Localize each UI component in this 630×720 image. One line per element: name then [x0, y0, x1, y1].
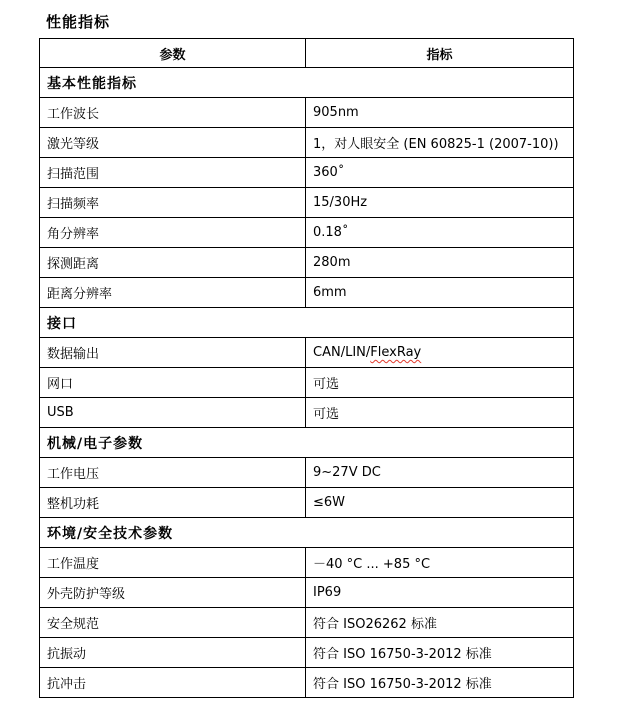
- param-cell: 距离分辨率: [40, 278, 306, 308]
- table-row: [40, 398, 574, 428]
- value-cell: 905nm: [306, 98, 574, 128]
- table-row: [40, 578, 574, 608]
- param-cell: 工作电压: [40, 458, 306, 488]
- value-text: CAN/LIN/: [313, 345, 371, 360]
- section-title-environment-safety: 环境/安全技术参数: [40, 518, 574, 548]
- section-title-basic-performance: 基本性能指标: [40, 68, 574, 98]
- table-row: [40, 158, 574, 188]
- table-row: [40, 488, 574, 518]
- value-cell: ≤6W: [306, 488, 574, 518]
- spec-table: [39, 38, 574, 698]
- param-cell: 网口: [40, 368, 306, 398]
- param-cell: 外壳防护等级: [40, 578, 306, 608]
- table-row: [40, 98, 574, 128]
- value-cell: 0.18˚: [306, 218, 574, 248]
- value-cell: 360˚: [306, 158, 574, 188]
- table-row: [40, 278, 574, 308]
- table-row: [40, 188, 574, 218]
- table-row: [40, 248, 574, 278]
- table-header-row: [40, 39, 574, 68]
- value-cell: 符合 ISO26262 标准: [306, 608, 574, 638]
- table-row: [40, 608, 574, 638]
- value-cell: 280m: [306, 248, 574, 278]
- param-cell: 扫描频率: [40, 188, 306, 218]
- table-row: [40, 458, 574, 488]
- section-row: [40, 518, 574, 548]
- value-cell: IP69: [306, 578, 574, 608]
- value-cell: 6mm: [306, 278, 574, 308]
- param-cell: 探测距离: [40, 248, 306, 278]
- table-row: [40, 218, 574, 248]
- param-cell: 工作温度: [40, 548, 306, 578]
- section-title-mechanical-electrical: 机械/电子参数: [40, 428, 574, 458]
- param-cell: 扫描范围: [40, 158, 306, 188]
- section-row: [40, 308, 574, 338]
- spellcheck-flagged-word: FlexRay: [370, 345, 422, 360]
- table-row: [40, 128, 574, 158]
- table-row: [40, 338, 574, 368]
- table-row: [40, 548, 574, 578]
- param-cell: 角分辨率: [40, 218, 306, 248]
- section-row: [40, 428, 574, 458]
- value-cell: 符合 ISO 16750-3-2012 标准: [306, 638, 574, 668]
- value-cell: －40 °C ... +85 °C: [306, 548, 574, 578]
- table-row: [40, 638, 574, 668]
- column-header-param: 参数: [40, 39, 306, 68]
- value-cell: 可选: [306, 368, 574, 398]
- value-cell: 9~27V DC: [306, 458, 574, 488]
- page-title: 性能指标: [46, 13, 111, 31]
- value-cell: 符合 ISO 16750-3-2012 标准: [306, 668, 574, 698]
- param-cell: 工作波长: [40, 98, 306, 128]
- param-cell: 数据输出: [40, 338, 306, 368]
- value-cell: 1，对人眼安全 (EN 60825-1 (2007-10)): [306, 128, 574, 158]
- column-header-spec: 指标: [306, 39, 574, 68]
- section-row: [40, 68, 574, 98]
- value-cell: 可选: [306, 398, 574, 428]
- table-row: [40, 668, 574, 698]
- param-cell: 整机功耗: [40, 488, 306, 518]
- value-cell: 15/30Hz: [306, 188, 574, 218]
- param-cell: USB: [40, 398, 306, 428]
- param-cell: 安全规范: [40, 608, 306, 638]
- param-cell: 抗冲击: [40, 668, 306, 698]
- param-cell: 抗振动: [40, 638, 306, 668]
- section-title-interface: 接口: [40, 308, 574, 338]
- value-cell: [306, 338, 574, 368]
- param-cell: 激光等级: [40, 128, 306, 158]
- table-row: [40, 368, 574, 398]
